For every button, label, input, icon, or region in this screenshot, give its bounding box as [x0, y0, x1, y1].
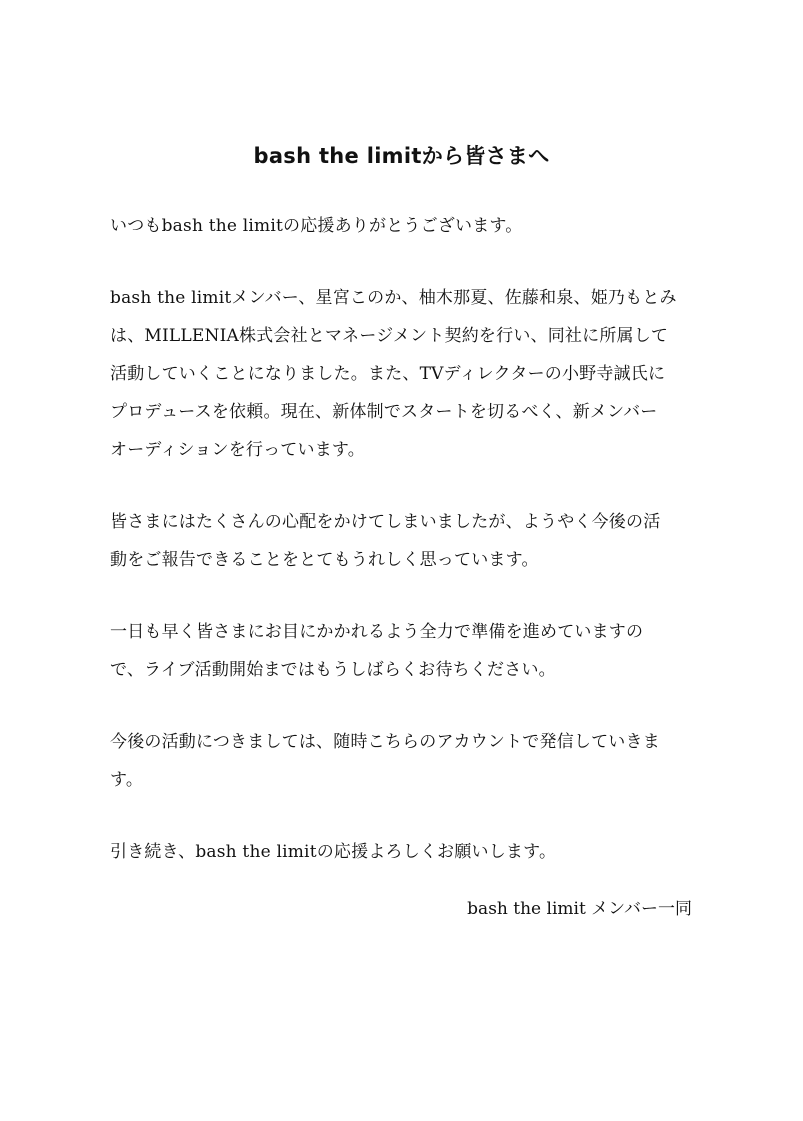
text-line: プロデュースを依頼。現在、新体制でスタートを切るべく、新メンバー — [110, 402, 658, 422]
text-line: 今後の活動につきましては、随時こちらのアカウントで発信していきま — [110, 732, 660, 752]
signature: bash the limit メンバー一同 — [467, 899, 692, 919]
paragraph-closing — [110, 833, 700, 871]
text-line: 一日も早く皆さまにお目にかかれるよう全力で準備を進めていますの — [110, 622, 644, 642]
text-line: で、ライブ活動開始まではもうしばらくお待ちください。 — [110, 660, 556, 680]
text-line: bash the limitメンバー、星宮このか、柚木那夏、佐藤和泉、姫乃もとみ — [110, 288, 677, 308]
paragraph-announcement — [110, 279, 700, 469]
document-title: bash the limitから皆さまへ — [253, 144, 550, 168]
text-line: す。 — [110, 770, 144, 790]
text-line: 動をご報告できることをとてもうれしく思っています。 — [110, 550, 539, 570]
text-line: オーディションを行っています。 — [110, 440, 365, 460]
paragraph-preparation — [110, 613, 700, 689]
paragraph-updates — [110, 723, 700, 799]
document-body — [110, 207, 700, 905]
paragraph-gratitude — [110, 503, 700, 579]
paragraph-greeting — [110, 207, 700, 245]
text-line: いつもbash the limitの応援ありがとうございます。 — [110, 216, 523, 236]
text-line: は、MILLENIA株式会社とマネージメント契約を行い、同社に所属して — [110, 326, 669, 346]
text-line: 皆さまにはたくさんの心配をかけてしまいましたが、ようやく今後の活 — [110, 512, 661, 532]
text-line: 引き続き、bash the limitの応援よろしくお願いします。 — [110, 842, 557, 862]
text-line: 活動していくことになりました。また、TVディレクターの小野寺誠氏に — [110, 364, 666, 384]
